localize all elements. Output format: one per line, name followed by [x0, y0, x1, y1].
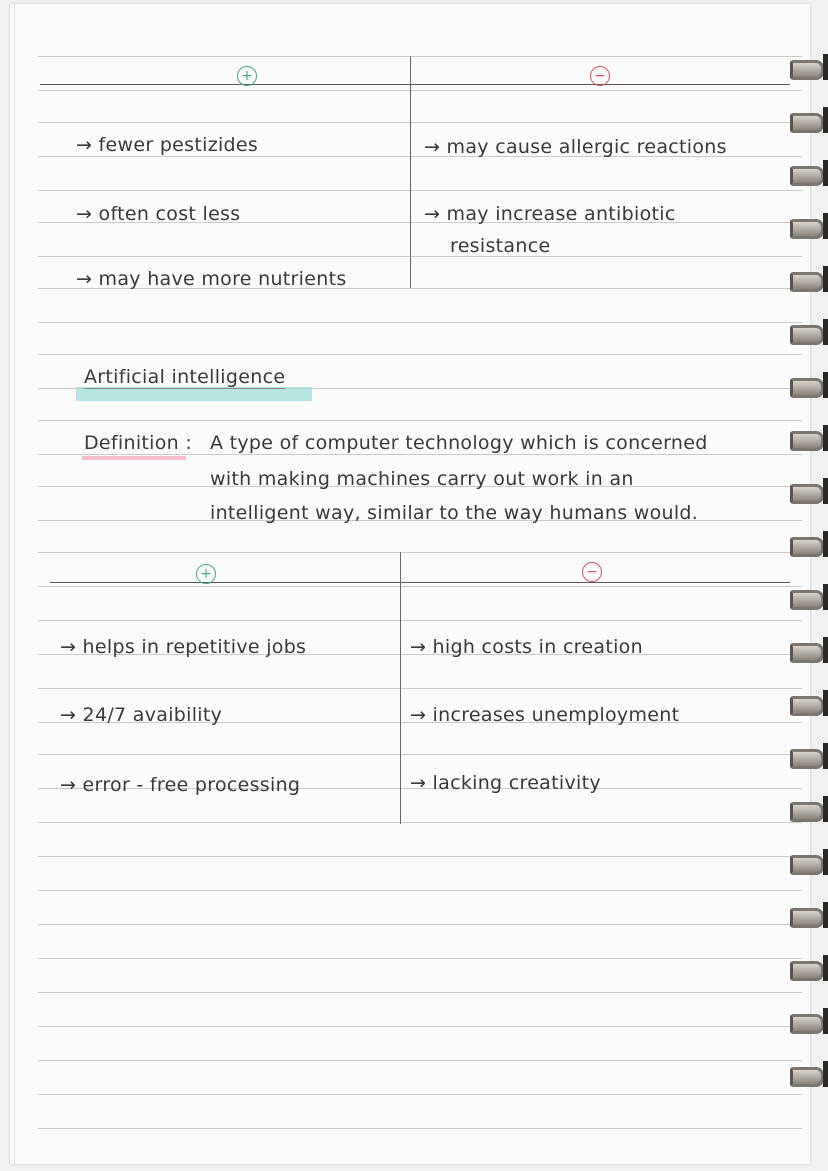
con-item: → high costs in creation	[410, 636, 643, 658]
ruled-line	[38, 190, 802, 191]
ruled-line	[38, 924, 802, 925]
definition-label: Definition :	[84, 432, 193, 454]
minus-icon: −	[590, 66, 610, 86]
heading-highlight	[76, 387, 312, 401]
pro-item: → often cost less	[76, 203, 241, 225]
plus-icon: +	[237, 66, 257, 86]
spiral-coil	[794, 164, 828, 184]
spiral-coil	[794, 959, 828, 979]
spiral-coil	[794, 535, 828, 555]
definition-line: A type of computer technology which is concerned	[210, 432, 708, 454]
ruled-line	[38, 620, 802, 621]
ruled-line	[38, 1094, 802, 1095]
spiral-coil	[794, 588, 828, 608]
notebook-page	[10, 4, 810, 1164]
ruled-line	[38, 322, 802, 323]
spiral-coil	[794, 694, 828, 714]
ruled-line	[38, 1128, 802, 1129]
ruled-line	[38, 256, 802, 257]
spiral-coil	[794, 270, 828, 290]
spiral-coil	[794, 217, 828, 237]
ruled-line	[38, 354, 802, 355]
ruled-line	[38, 552, 802, 553]
pro-item: → error - free processing	[60, 774, 301, 796]
ruled-line	[38, 890, 802, 891]
ruled-line	[38, 1060, 802, 1061]
ruled-line	[38, 688, 802, 689]
table2-header-rule	[50, 582, 790, 583]
spiral-coil	[794, 1065, 828, 1085]
con-item: → may increase antibiotic	[424, 203, 676, 225]
spiral-coil	[794, 482, 828, 502]
spiral-coil	[794, 906, 828, 926]
ruled-line	[38, 90, 802, 91]
spiral-coil	[794, 853, 828, 873]
pro-item: → 24/7 avaibility	[60, 704, 223, 726]
table1-header-rule	[40, 84, 790, 85]
table1-divider	[410, 56, 411, 288]
table2-divider	[400, 552, 401, 824]
plus-icon: +	[196, 564, 216, 584]
ruled-line	[38, 122, 802, 123]
spiral-coil	[794, 747, 828, 767]
ruled-line	[38, 754, 802, 755]
spiral-coil	[794, 641, 828, 661]
ruled-line	[38, 822, 802, 823]
pro-item: → fewer pestizides	[76, 134, 259, 156]
definition-line: intelligent way, similar to the way humans would.	[210, 502, 699, 524]
spiral-coil	[794, 323, 828, 343]
ruled-line	[38, 1026, 802, 1027]
minus-icon: −	[582, 562, 602, 582]
con-item-continued: resistance	[450, 235, 551, 257]
spiral-coil	[794, 58, 828, 78]
spiral-coil	[794, 376, 828, 396]
definition-line: with making machines carry out work in an	[210, 468, 634, 490]
ruled-line	[38, 454, 802, 455]
con-item: → may cause allergic reactions	[424, 136, 727, 158]
con-item: → lacking creativity	[410, 772, 601, 794]
ruled-line	[38, 586, 802, 587]
pro-item: → helps in repetitive jobs	[60, 636, 307, 658]
ruled-line	[38, 958, 802, 959]
ruled-line	[38, 420, 802, 421]
ruled-line	[38, 992, 802, 993]
spiral-coil	[794, 800, 828, 820]
ruled-line	[38, 856, 802, 857]
spiral-coil	[794, 111, 828, 131]
ruled-line	[38, 56, 802, 57]
spiral-coil	[794, 429, 828, 449]
pro-item: → may have more nutrients	[76, 268, 347, 290]
con-item: → increases unemployment	[410, 704, 680, 726]
spiral-coil	[794, 1012, 828, 1032]
section-heading: Artificial intelligence	[84, 366, 286, 388]
definition-highlight	[82, 456, 186, 460]
page-margin	[14, 4, 15, 1164]
